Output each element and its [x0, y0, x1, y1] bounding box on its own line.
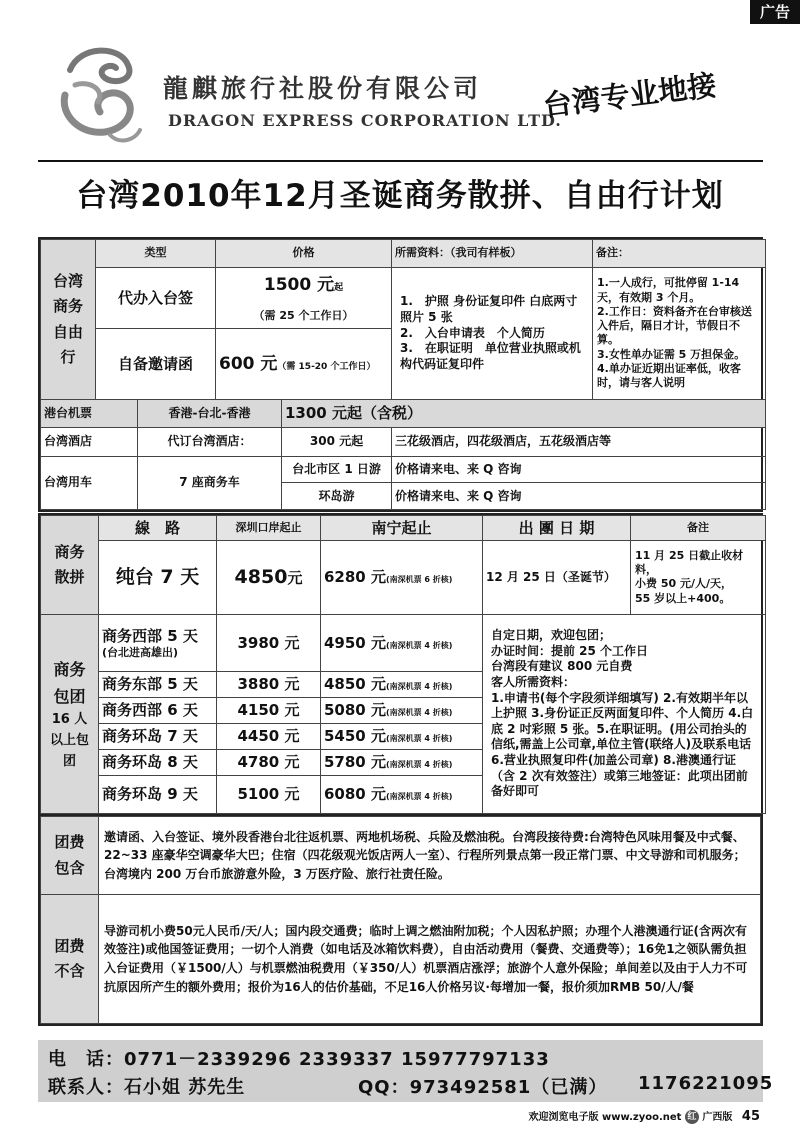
sanpin-sz-price: 4850元 — [217, 540, 321, 614]
page-title: 台湾2010年12月圣诞商务散拼、自由行计划 — [76, 178, 724, 214]
qq-1: 973492581（已满） — [409, 1077, 608, 1098]
baotuan-nn-2: 4850 元(南深机票 4 折核) — [321, 671, 483, 697]
hong-badge-icon: 红 — [685, 1110, 699, 1124]
baotuan-sz-4: 4450 元 — [217, 724, 321, 750]
car-option-2: 环岛游 — [282, 483, 392, 510]
contact-bar — [38, 1040, 774, 1102]
header-docs: 所需资料：（我司有样板） — [392, 240, 593, 268]
visa-docs: 1. 护照 身份证复印件 白底两寸照片 5 张 2. 入台申请表 个人简历 3. 在职证明 单位营业执照或机构代码证复印件 — [392, 267, 593, 399]
page-footer — [529, 1108, 760, 1124]
baotuan-route-6: 商务环岛 9 天 — [99, 776, 217, 814]
phone-row: 电 话：0771－2339296 2339337 15977797133 — [48, 1049, 550, 1070]
car-option-1: 台北市区 1 日游 — [282, 456, 392, 483]
car-option-2-price: 价格请来电、来 Q 咨询 — [392, 483, 766, 510]
baotuan-sz-5: 4780 元 — [217, 750, 321, 776]
contact-persons: 石小姐 苏先生 — [124, 1077, 246, 1098]
ad-tag: 广告 — [750, 0, 800, 24]
baotuan-route-4: 商务环岛 7 天 — [99, 724, 217, 750]
ticket-label: 港台机票 — [41, 400, 138, 428]
sanpin-note: 11 月 25 日截止收材料， 小费 50 元/人/天， 55 岁以上+400。 — [631, 540, 766, 614]
footer-text: 欢迎浏览电子版 www.zyoo.net — [528, 1112, 682, 1123]
header-date: 出 團 日 期 — [483, 516, 631, 541]
baotuan-nn-4: 5450 元(南深机票 4 折核) — [321, 724, 483, 750]
header-divider — [38, 160, 763, 162]
ticket-route: 香港-台北-香港 — [138, 400, 282, 428]
hotel-price: 300 元起 — [282, 427, 392, 456]
baotuan-nn-1: 4950 元(南深机票 4 折核) — [321, 615, 483, 672]
header-type: 类型 — [96, 240, 216, 268]
header-nn: 南宁起止 — [321, 516, 483, 541]
baotuan-route-3: 商务西部 6 天 — [99, 698, 217, 724]
fee-exclude-label: 团费 不含 — [41, 895, 99, 1024]
baotuan-side-label: 商务 包团 16 人 以上包 团 — [41, 615, 99, 814]
slogan: 台湾专业地接 — [541, 67, 718, 123]
hotel-desc: 代订台湾酒店： — [138, 427, 282, 456]
header-sz: 深圳口岸起止 — [217, 516, 321, 541]
baotuan-nn-5: 5780 元(南深机票 4 折核) — [321, 750, 483, 776]
baotuan-sz-3: 4150 元 — [217, 698, 321, 724]
car-option-1-price: 价格请来电、来 Q 咨询 — [392, 456, 766, 483]
hotel-label: 台湾酒店 — [41, 427, 138, 456]
contact-person-row: 联系人：石小姐 苏先生 — [48, 1077, 246, 1098]
sanpin-nn-price: 6280 元(南深机票 6 折核) — [321, 540, 483, 614]
baotuan-requirements: 自定日期，欢迎包团； 办证时间：提前 25 个工作日 台湾段有建议 800 元自费 客人所需资料： 1.申请书(每个字段须详细填写) 2.有效期半年以上护照 3.身份证正反两面复印件、个人简历 4.白底 2 吋彩照 5 张。5.在职证明。(用公司抬头的信纸,需盖上公司章,单位主管(联络人)及联系电话 6.营业执照复印件(加盖公司章) 8.港澳通行证（含 2 次有效签注）或第三地签证：此项出团前备好即可 — [483, 615, 766, 814]
baotuan-nn-6: 6080 元(南深机票 4 折核) — [321, 776, 483, 814]
qq-row: QQ：973492581（已满） — [358, 1077, 608, 1098]
fee-include-text: 邀请函、入台签证、境外段香港台北往返机票、两地机场税、兵险及燃油税。台湾段接待费:台湾特色风味用餐及中式餐、22~33 座豪华空调豪华大巴；住宿（四花级观光饭店两人一室）、行程所列景点第一段正常门票、中文导游和司机服务；台湾境内 200 万台币旅游意外险，3 万医疗险、旅行社责任险。 — [99, 817, 761, 895]
fees-section — [38, 814, 763, 1026]
header-price: 价格 — [216, 240, 392, 268]
visa-notes: 1.一人成行，可批停留 1-14 天，有效期 3 个月。 2.工作日：资料备齐在台审核送入件后，隔日才计，节假日不算。 3.女性单办证需 5 万担保金。 4.单办证近期出证率低，收客时，请与客人说明 — [593, 267, 766, 399]
header-notes: 备注： — [593, 240, 766, 268]
tours-section — [38, 513, 763, 816]
baotuan-sz-1: 3980 元 — [217, 615, 321, 672]
baotuan-sz-2: 3880 元 — [217, 671, 321, 697]
hotel-levels: 三花级酒店，四花级酒店，五花级酒店等 — [392, 427, 766, 456]
visa-price-1: 1500 元起 — [216, 267, 392, 302]
car-desc: 7 座商务车 — [138, 456, 282, 509]
page-number: 45 — [741, 1109, 760, 1124]
baotuan-nn-3: 5080 元(南深机票 4 折核) — [321, 698, 483, 724]
qq-2: 1176221095 — [638, 1073, 774, 1094]
car-label: 台湾用车 — [41, 456, 138, 509]
sanpin-side-label: 商务 散拼 — [41, 516, 99, 615]
fee-exclude-text: 导游司机小费50元人民币/天/人；国内段交通费；临时上调之燃油附加税；个人因私护照；办理个人港澳通行证(含两次有效签注)或他国签证费用；一切个人消费（如电话及冰箱饮料费），自由活动费用（餐费、交通费等）；16免1之领队需负担入台证费用（￥1500/人）与机票燃油税费用（￥350/人）机票酒店涨浮；旅游个人意外保险；单间差以及由于人力不可抗原因所产生的额外费用；报价为16人的估价基础，不足16人价格另议·每增加一餐，报价须加RMB 50/人/餐 — [99, 895, 761, 1024]
visa-type-1: 代办入台签 — [96, 267, 216, 328]
sanpin-route: 纯台 7 天 — [99, 540, 217, 614]
sanpin-date: 12 月 25 日（圣诞节） — [483, 540, 631, 614]
footer-edition: 广西版 — [702, 1112, 733, 1123]
ticket-price: 1300 元起（含税） — [282, 400, 766, 428]
company-name-cn: 龍麒旅行社股份有限公司 — [163, 74, 483, 103]
baotuan-route-1: 商务西部 5 天 (台北进高雄出) — [99, 615, 217, 672]
baotuan-route-2: 商务东部 5 天 — [99, 671, 217, 697]
header-route: 線 路 — [99, 516, 217, 541]
company-name-en: DRAGON EXPRESS CORPORATION LTD. — [168, 111, 562, 130]
fee-include-label: 团费 包含 — [41, 817, 99, 895]
visa-price-note-1: （需 25 个工作日） — [216, 303, 392, 329]
dragon-logo-icon — [50, 40, 150, 150]
company-header — [38, 24, 763, 159]
baotuan-route-5: 商务环岛 8 天 — [99, 750, 217, 776]
visa-side-label: 台湾 商务 自由 行 — [41, 240, 96, 400]
visa-type-2: 自备邀请函 — [96, 329, 216, 400]
phone-numbers: 0771－2339296 2339337 15977797133 — [124, 1049, 550, 1070]
visa-services-section — [38, 237, 763, 512]
baotuan-sz-6: 5100 元 — [217, 776, 321, 814]
visa-price-2: 600 元（需 15-20 个工作日） — [216, 329, 392, 400]
header-note: 备注 — [631, 516, 766, 541]
